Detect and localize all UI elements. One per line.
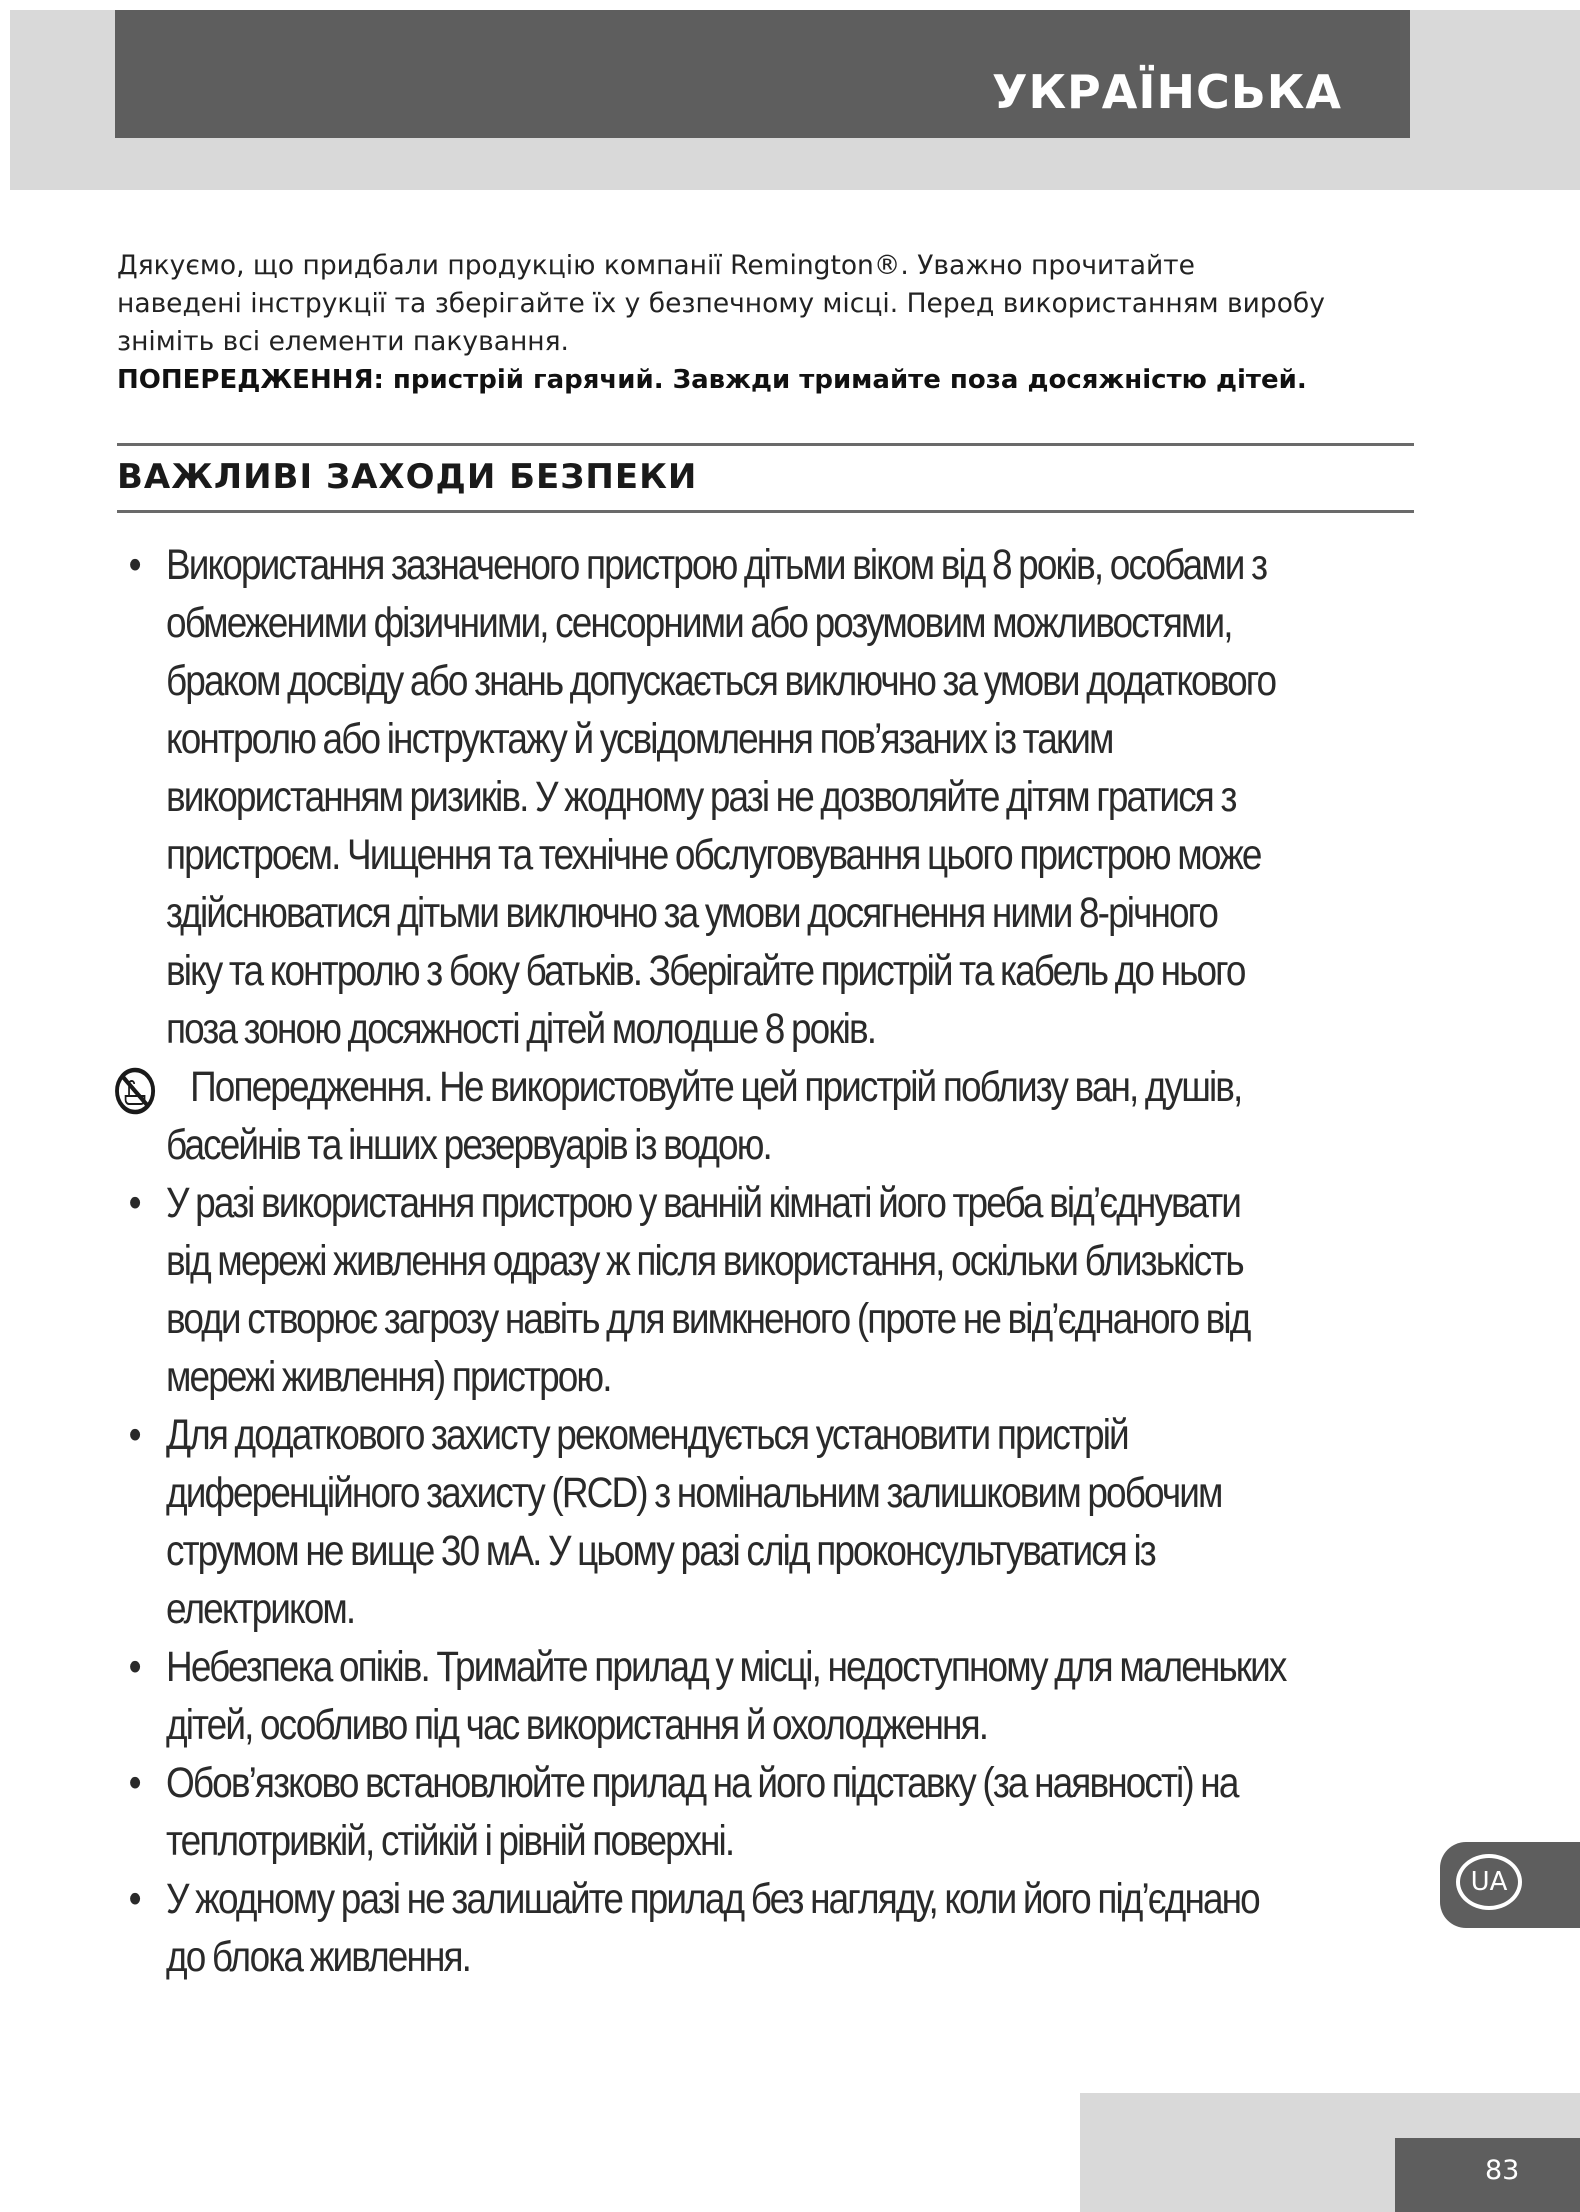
- safety-item-line: мережі живлення) пристрою.: [166, 1353, 611, 1401]
- safety-item-line: здійснюватися дітьми виключно за умови досягнення ними 8-річного: [166, 889, 1218, 937]
- bullet-marker: •: [128, 1875, 140, 1923]
- safety-item-line: використанням ризиків. У жодному разі не дозволяйте дітям гратися з: [166, 773, 1236, 821]
- language-side-tab: [1440, 1842, 1580, 1928]
- intro-line: наведені інструкції та зберігайте їх у безпечному місці. Перед використанням виробу: [117, 288, 1325, 319]
- bullet-marker: •: [128, 1411, 140, 1459]
- safety-item: [117, 1754, 1476, 1870]
- safety-item-line: Обов’язково встановлюйте прилад на його підставку (за наявності) на: [166, 1759, 1238, 1807]
- safety-item-line: теплотривкій, стійкій і рівній поверхні.: [166, 1817, 734, 1865]
- safety-item: [117, 536, 1476, 1058]
- bullet-marker: •: [128, 541, 140, 589]
- heading-rule-top: [117, 443, 1414, 446]
- safety-item: [117, 1174, 1476, 1406]
- intro-line: Дякуємо, що придбали продукцію компанії Remington®. Уважно прочитайте: [117, 250, 1195, 281]
- safety-item-line: Попередження. Не використовуйте цей пристрій поблизу ван, душів,: [190, 1063, 1242, 1111]
- safety-item-line: контролю або інструктажу й усвідомлення пов’язаних із таким: [166, 715, 1113, 763]
- page-number: 83: [1485, 2155, 1520, 2186]
- language-title: УКРАЇНСЬКА: [991, 65, 1342, 119]
- safety-item: [117, 1406, 1476, 1638]
- page-number-box: [1395, 2138, 1580, 2212]
- safety-item: [117, 1870, 1476, 1986]
- safety-item-line: дітей, особливо під час використання й охолодження.: [166, 1701, 988, 1749]
- safety-item-line: У жодному разі не залишайте прилад без нагляду, коли його під’єднано: [166, 1875, 1259, 1923]
- safety-item-line: басейнів та інших резервуарів із водою.: [166, 1121, 771, 1169]
- section-heading: ВАЖЛИВІ ЗАХОДИ БЕЗПЕКИ: [117, 457, 698, 497]
- safety-item: [117, 1058, 1476, 1174]
- safety-item-line: обмеженими фізичними, сенсорними або розумовим можливостями,: [166, 599, 1232, 647]
- language-badge: UA: [1456, 1854, 1522, 1910]
- safety-item: [117, 1638, 1476, 1754]
- safety-instructions-list: [117, 536, 1427, 1986]
- safety-item-line: Для додаткового захисту рекомендується установити пристрій: [166, 1411, 1128, 1459]
- safety-item-line: Небезпека опіків. Тримайте прилад у місці, недоступному для маленьких: [166, 1643, 1286, 1691]
- safety-item-line: від мережі живлення одразу ж після використання, оскільки близькість: [166, 1237, 1243, 1285]
- safety-item-line: віку та контролю з боку батьків. Зберігайте пристрій та кабель до нього: [166, 947, 1245, 995]
- hot-device-warning: ПОПЕРЕДЖЕННЯ: пристрій гарячий. Завжди тримайте поза досяжністю дітей.: [117, 365, 1307, 395]
- safety-item-line: диференційного захисту (RCD) з номінальним залишковим робочим: [166, 1469, 1222, 1517]
- safety-item-line: У разі використання пристрою у ванній кімнаті його треба від’єднувати: [166, 1179, 1241, 1227]
- safety-item-line: води створює загрозу навіть для вимкненого (проте не від’єднаного від: [166, 1295, 1250, 1343]
- language-header-bar: [115, 10, 1410, 138]
- heading-rule-bottom: [117, 510, 1414, 513]
- safety-item-line: електриком.: [166, 1585, 355, 1633]
- intro-block: [117, 247, 1427, 399]
- bullet-marker: •: [128, 1643, 140, 1691]
- safety-item-line: струмом не вище 30 мА. У цьому разі слід проконсультуватися із: [166, 1527, 1155, 1575]
- bullet-marker: •: [128, 1759, 140, 1807]
- safety-item-line: до блока живлення.: [166, 1933, 471, 1981]
- safety-item-line: Використання зазначеного пристрою дітьми віком від 8 років, особами з: [166, 541, 1267, 589]
- bullet-marker: •: [128, 1179, 140, 1227]
- intro-line: зніміть всі елементи пакування.: [117, 326, 569, 357]
- safety-item-line: пристроєм. Чищення та технічне обслуговування цього пристрою може: [166, 831, 1261, 879]
- safety-item-line: браком досвіду або знань допускається виключно за умови додаткового: [166, 657, 1276, 705]
- safety-item-line: поза зоною досяжності дітей молодше 8 років.: [166, 1005, 876, 1053]
